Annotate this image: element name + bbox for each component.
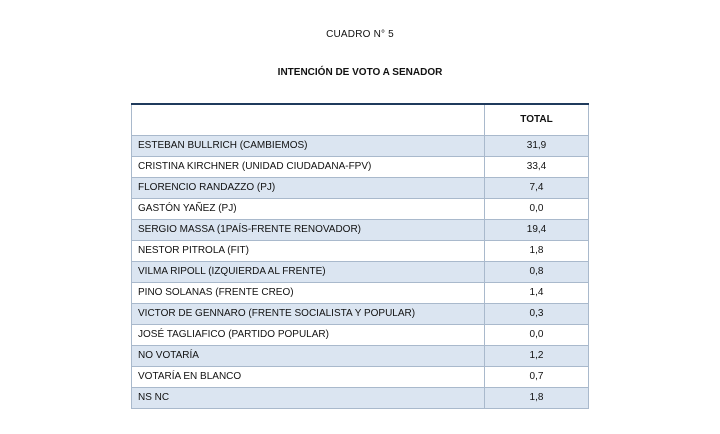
table-title: INTENCIÓN DE VOTO A SENADOR <box>277 67 443 78</box>
table-row <box>132 262 589 283</box>
table-row <box>132 304 589 325</box>
table-row <box>132 367 589 388</box>
table-row <box>132 136 589 157</box>
row-total: 0,7 <box>485 367 589 388</box>
row-candidate: VICTOR DE GENNARO (FRENTE SOCIALISTA Y POPULAR) <box>132 304 485 325</box>
table-row <box>132 178 589 199</box>
table-row <box>132 283 589 304</box>
row-total: 0,3 <box>485 304 589 325</box>
row-total: 1,8 <box>485 388 589 409</box>
row-total: 33,4 <box>485 157 589 178</box>
row-total: 1,4 <box>485 283 589 304</box>
row-candidate: FLORENCIO RANDAZZO (PJ) <box>132 178 485 199</box>
row-total: 7,4 <box>485 178 589 199</box>
row-candidate: PINO SOLANAS (FRENTE CREO) <box>132 283 485 304</box>
row-candidate: SERGIO MASSA (1PAÍS-FRENTE RENOVADOR) <box>132 220 485 241</box>
row-candidate: VILMA RIPOLL (IZQUIERDA AL FRENTE) <box>132 262 485 283</box>
row-candidate: NS NC <box>132 388 485 409</box>
row-total: 1,8 <box>485 241 589 262</box>
table-number: CUADRO N° 5 <box>326 29 394 40</box>
row-total: 1,2 <box>485 346 589 367</box>
row-candidate: GASTÓN YAÑEZ (PJ) <box>132 199 485 220</box>
row-candidate: JOSÉ TAGLIAFICO (PARTIDO POPULAR) <box>132 325 485 346</box>
table-header-row <box>132 104 589 136</box>
table-row <box>132 157 589 178</box>
table-row <box>132 220 589 241</box>
row-total: 0,0 <box>485 199 589 220</box>
table-row <box>132 199 589 220</box>
table-row <box>132 388 589 409</box>
header-total: TOTAL <box>485 104 589 136</box>
table-row <box>132 325 589 346</box>
row-candidate: ESTEBAN BULLRICH (CAMBIEMOS) <box>132 136 485 157</box>
table-row <box>132 241 589 262</box>
row-total: 0,8 <box>485 262 589 283</box>
row-candidate: VOTARÍA EN BLANCO <box>132 367 485 388</box>
row-candidate: NESTOR PITROLA (FIT) <box>132 241 485 262</box>
table-row <box>132 346 589 367</box>
row-total: 31,9 <box>485 136 589 157</box>
row-total: 0,0 <box>485 325 589 346</box>
row-total: 19,4 <box>485 220 589 241</box>
row-candidate: NO VOTARÍA <box>132 346 485 367</box>
header-candidate <box>132 104 485 136</box>
vote-intention-table <box>131 103 589 409</box>
row-candidate: CRISTINA KIRCHNER (UNIDAD CIUDADANA-FPV) <box>132 157 485 178</box>
